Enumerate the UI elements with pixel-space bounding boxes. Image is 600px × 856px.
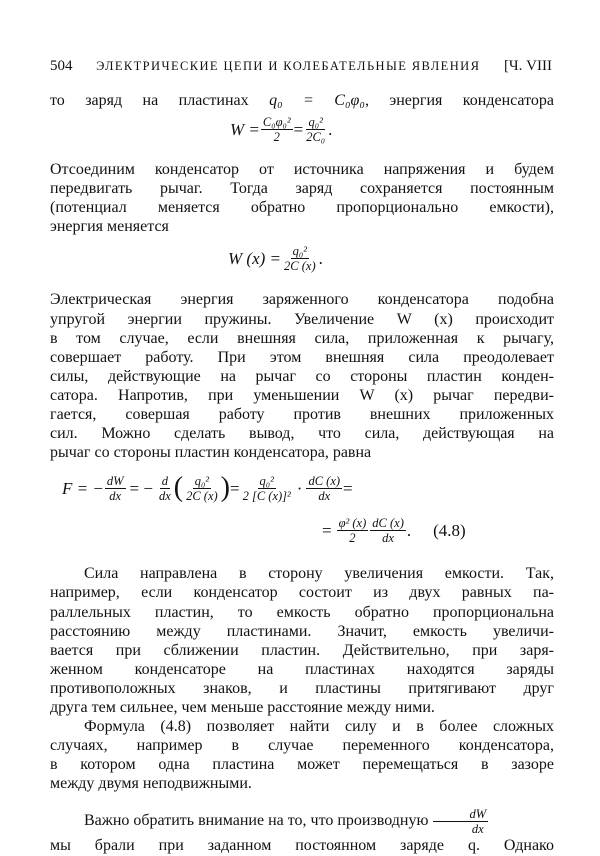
equation-2: W (x) = $\frac{\text{q₀²}}{2C (x)}$ .: [228, 243, 323, 273]
equation-1: W = $\frac{\text{C₀φ₀²}}{2}$ = $\frac{\text{q₀²}}{\text{2C₀}}$ .: [230, 114, 333, 144]
chapter-label: [Ч. VIII: [503, 58, 552, 74]
equation-3: F = − $\frac{dW}{dx}$ = − $\frac{d}{dx}$ ( $\frac{\text{q₀²}}{2C (x)}$ ) = $\frac{\text{q₀²}}{\text{2 [C (x)]²}}$ · $\frac{dC (x)}{dx}$ =: [62, 472, 353, 504]
fraction: $\frac{\text{q₀²}}{\text{2C₀}}$: [306, 114, 326, 144]
fraction: $\frac{dC (x)}{dx}$: [372, 515, 404, 545]
text-line: Важно обратить внимание на то, что производную $\frac{dW}{dx}$: [84, 807, 487, 837]
fraction: $\frac{\text{q₀²}}{2C (x)}$: [284, 243, 316, 273]
paragraph-6: Важно обратить внимание на то, что производную $\frac{dW}{dx}$ мы брали при заданном постоянном заряде q. Однако: [50, 807, 554, 855]
running-header: [50, 58, 552, 75]
fraction: $\frac{d}{dx}$: [158, 473, 171, 503]
equation-number: (4.8): [433, 520, 466, 540]
fraction: $\frac{\text{φ² (x)}}{2}$: [338, 515, 367, 545]
fraction: $\frac{\text{q₀²}}{\text{2 [C (x)]²}}$: [242, 473, 291, 503]
paragraph-1: [50, 91, 554, 110]
fraction: $\frac{\text{C₀φ₀²}}{2}$: [262, 114, 291, 144]
inline-formula-q0: q₀ = C₀φ₀: [269, 92, 365, 109]
paragraph-5: Формула (4.8) позволяет найти силу и в более сложных случаях, например в случае переменного конденсатора, в котором одна пластина может перемещаться в зазоре между двумя неподвижными.: [50, 718, 554, 793]
page-number: 504: [50, 58, 73, 74]
equation-4: = $\frac{\text{φ² (x)}}{2}$ $\frac{dC (x)}{dx}$ . (4.8): [322, 515, 466, 545]
running-title: ЭЛЕКТРИЧЕСКИЕ ЦЕПИ И КОЛЕБАТЕЛЬНЫЕ ЯВЛЕНИЯ: [96, 59, 481, 73]
paragraph-3: Электрическая энергия заряженного конденсатора подобна упругой энергии пружины. Увеличение W (x) происходит в том случае, если внешняя сила, приложенная к рычагу, совершает работу. При этом внешняя сила преодолевает силы, действующие на рычаг со стороны пластин конден- сатора. Напротив, при уменьшении W (x) рычаг передви- гается, совершая работу против внешних приложенных сил. Можно сделать вывод, что сила, действующая на рычаг со стороны пластин конденсатора, равна: [50, 291, 554, 462]
fraction: $\frac{dW}{dx}$: [106, 473, 124, 503]
fraction: $\frac{dC (x)}{dx}$: [308, 473, 341, 503]
page-body: [50, 91, 554, 856]
paragraph-2: Отсоединим конденсатор от источника напряжения и будем передвигать рычаг. Тогда заряд сохраняется постоянным (потенциал меняется обратно пропорционально емкости), энергия меняется: [50, 161, 554, 236]
fraction: $\frac{\text{q₀²}}{2C (x)}$: [186, 473, 218, 503]
text-line: то заряд на пластинах q₀ = C₀φ₀, энергия конденсатора: [50, 92, 555, 109]
fraction: $\frac{dW}{dx}$: [433, 807, 488, 836]
paragraph-4: Сила направлена в сторону увеличения емкости. Так, например, если конденсатор состоит из двух равных па- раллельных пластин, то емкость обратно пропорциональна расстоянию между пластинами. Значит, емкость увеличи- вается при сближении пластин. Действительно, при заря- женном конденсаторе на пластинах находятся заряды противоположных знаков, и пластины притягивают друг друга тем сильнее, чем меньше расстояние между ними.: [50, 565, 554, 716]
